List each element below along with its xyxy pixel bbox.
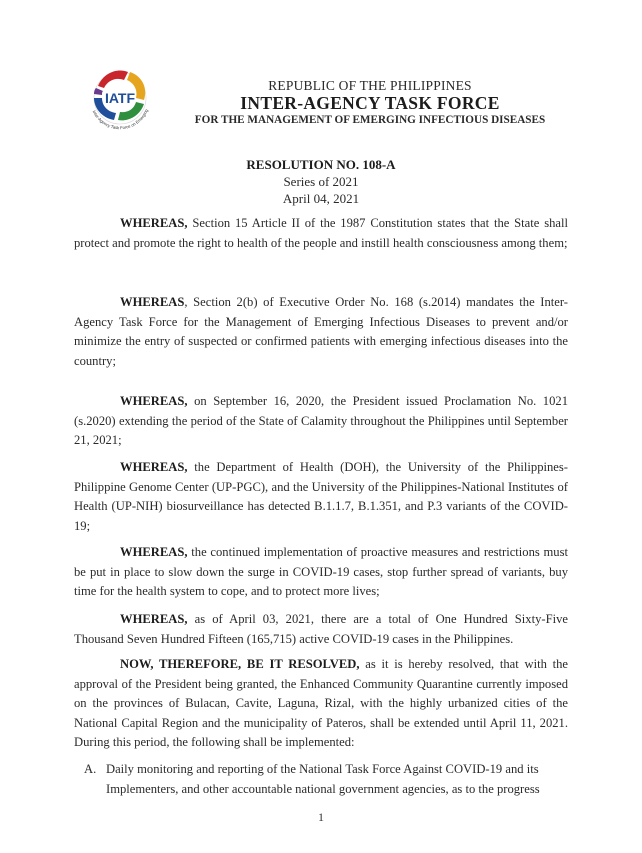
para-lead: WHEREAS, <box>120 545 188 559</box>
para-text: on September 16, 2020, the President issued Proclamation No. 1021 (s.2020) extending the period of the State of Calamity throughout the Philippines until September 21, 2021; <box>74 394 568 447</box>
agency-heading: INTER-AGENCY TASK FORCE <box>240 93 500 113</box>
whereas-paragraph-1 <box>74 214 568 253</box>
whereas-paragraph-4 <box>74 458 568 536</box>
list-item-text: Daily monitoring and reporting of the National Task Force Against COVID-19 and its Implementers, and other accountable national government agencies, as to the progress <box>106 762 540 796</box>
resolved-paragraph <box>74 655 568 753</box>
resolution-date: April 04, 2021 <box>282 191 360 206</box>
whereas-paragraph-6 <box>74 610 568 649</box>
agency-subheading: FOR THE MANAGEMENT OF EMERGING INFECTIOUS DISEASES <box>194 114 546 126</box>
para-text: as of April 03, 2021, there are a total of One Hundred Sixty-Five Thousand Seven Hundred Fifteen (165,715) active COVID-19 cases in the Philippines. <box>74 612 568 646</box>
para-text: , Section 2(b) of Executive Order No. 168 (s.2014) mandates the Inter-Agency Task Force for the Management of Emerging Infectious Diseases to prevent and/or minimize the entry of suspected or confirmed patients with emerging infectious diseases into the country; <box>74 295 568 368</box>
logo-text: IATF <box>104 90 136 106</box>
para-text: Section 15 Article II of the 1987 Constitution states that the State shall protect and promote the right to health of the people and instill health consciousness among them; <box>74 216 568 250</box>
para-lead: WHEREAS, <box>120 216 188 230</box>
para-lead: WHEREAS, <box>120 460 188 474</box>
para-text: the continued implementation of proactive measures and restrictions must be put in place to slow down the surge in COVID-19 cases, stop further spread of variants, buy time for the health system to cope, and to protect more lives; <box>74 545 568 598</box>
para-lead: WHEREAS, <box>120 612 188 626</box>
resolution-title: RESOLUTION NO. 108-A <box>246 157 396 172</box>
whereas-paragraph-2 <box>74 293 568 371</box>
resolution-heading <box>0 156 642 207</box>
letterhead <box>160 78 580 127</box>
iatf-logo <box>78 58 162 142</box>
list-marker: A. <box>84 762 97 776</box>
logo-ring-text: Inter-Agency Task Force on Emerging <box>91 108 149 131</box>
republic-heading: REPUBLIC OF THE PHILIPPINES <box>268 78 472 93</box>
whereas-paragraph-5 <box>74 543 568 602</box>
whereas-paragraph-3 <box>74 392 568 451</box>
para-lead: WHEREAS <box>120 295 185 309</box>
list-item-a <box>84 760 568 799</box>
resolution-series: Series of 2021 <box>283 174 359 189</box>
page-number: 1 <box>318 810 324 824</box>
para-text: the Department of Health (DOH), the University of the Philippines-Philippine Genome Center (UP-PGC), and the University of the Philippines-National Institutes of Health (UP-NIH) biosurveillance has detected B.1.1.7, B.1.351, and P.3 variants of the COVID-19; <box>74 460 568 533</box>
para-lead: WHEREAS, <box>120 394 188 408</box>
para-text: as it is hereby resolved, that with the approval of the President being granted, the Enhanced Community Quarantine currently imposed on the provinces of Bulacan, Cavite, Laguna, Rizal, with the highly urbanized cities of the National Capital Region and the municipality of Pateros, shall be extended until April 11, 2021. During this period, the following shall be implemented: <box>74 657 569 749</box>
para-lead: NOW, THEREFORE, BE IT RESOLVED, <box>120 657 360 671</box>
